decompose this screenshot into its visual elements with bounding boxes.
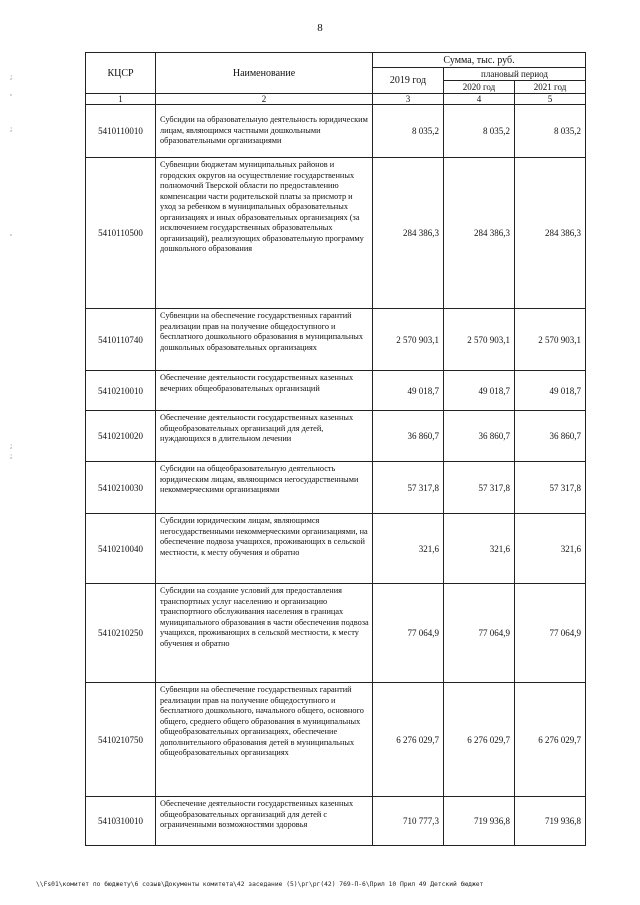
row-amount-2019: 6 276 029,7 [373,683,444,797]
row-amount-2020: 284 386,3 [444,158,515,309]
row-amount-2019: 284 386,3 [373,158,444,309]
row-name: Субвенции на обеспечение государственных гарантий реализации прав на получение общедоступного и бесплатного дошкольного, начального общего, основного общего, среднего общего образования в муниципальных общеобразовательных организациях, обеспечение дополнительного образования детей в муниципальных общеобразовательных организациях [156,683,373,797]
row-amount-2020: 57 317,8 [444,462,515,514]
row-amount-2021: 8 035,2 [515,105,586,158]
row-amount-2020: 36 860,7 [444,411,515,462]
header-year-2020: 2020 год [444,81,515,94]
row-amount-2019: 8 035,2 [373,105,444,158]
row-name: Субсидии на общеобразовательную деятельность юридическим лицам, являющимся негосударственными некоммерческими организациями [156,462,373,514]
row-code: 5410210030 [86,462,156,514]
table-row [86,158,586,309]
table-row [86,309,586,371]
margin-mark: ; [10,73,13,81]
header-name: Наименование [156,53,373,94]
row-name: Субсидии юридическим лицам, являющимся негосударственными некоммерческими организациями, на обеспечение подвоза учащихся, проживающих в сельской местности, к месту обучения и обратно [156,514,373,584]
margin-mark: ' [10,93,12,101]
row-amount-2021: 6 276 029,7 [515,683,586,797]
row-amount-2019: 710 777,3 [373,797,444,846]
row-code: 5410210020 [86,411,156,462]
row-code: 5410310010 [86,797,156,846]
margin-mark: ' [10,233,12,241]
margin-mark: ; [10,442,13,450]
table-row [86,105,586,158]
row-amount-2019: 36 860,7 [373,411,444,462]
row-amount-2019: 57 317,8 [373,462,444,514]
table-row [86,411,586,462]
row-amount-2021: 36 860,7 [515,411,586,462]
row-name: Субвенции на обеспечение государственных гарантий реализации прав на получение общедоступного и бесплатного дошкольного образования в муниципальных дошкольных образовательных организациях [156,309,373,371]
column-numbers-row [86,94,586,105]
row-name: Обеспечение деятельности государственных казенных вечерних общеобразовательных организаций [156,371,373,411]
row-amount-2020: 2 570 903,1 [444,309,515,371]
row-name: Субсидии на создание условий для предоставления транспортных услуг населению и организацию транспортного обслуживания населения в границах муниципального образования в части обеспечения подвоза учащихся, проживающих в сельской местности, к месту обучения и обратно [156,584,373,683]
row-amount-2019: 321,6 [373,514,444,584]
table-row [86,514,586,584]
row-name: Субсидии на образовательную деятельность юридическим лицам, являющимся частными дошкольными образовательными организациями [156,105,373,158]
margin-mark: ; [10,125,13,133]
header-year-2019: 2019 год [373,68,444,94]
row-code: 5410210040 [86,514,156,584]
row-code: 5410210010 [86,371,156,411]
column-number: 1 [86,94,156,105]
header-year-2021: 2021 год [515,81,586,94]
row-amount-2020: 719 936,8 [444,797,515,846]
row-amount-2020: 321,6 [444,514,515,584]
row-amount-2020: 8 035,2 [444,105,515,158]
budget-table [85,52,586,846]
header-row-1 [86,53,586,68]
row-amount-2019: 77 064,9 [373,584,444,683]
header-planning-period: плановый период [444,68,586,81]
row-amount-2020: 77 064,9 [444,584,515,683]
row-name: Обеспечение деятельности государственных казенных общеобразовательных организаций для детей с ограниченными возможностями здоровья [156,797,373,846]
row-amount-2020: 49 018,7 [444,371,515,411]
header-sum: Сумма, тыс. руб. [373,53,586,68]
table-row [86,371,586,411]
row-code: 5410210250 [86,584,156,683]
row-name: Субвенции бюджетам муниципальных районов и городских округов на осуществление государственных полномочий Тверской области по предоставлению компенсации части родительской платы за присмотр и уход за ребенком в муниципальных образовательных организациях и иных образовательных организациях (за исключением государственных образовательных организаций), реализующих образовательную программу дошкольного образования [156,158,373,309]
table-row [86,462,586,514]
table-row [86,797,586,846]
row-code: 5410210750 [86,683,156,797]
page-number: 8 [317,22,323,34]
row-amount-2021: 2 570 903,1 [515,309,586,371]
table-row [86,584,586,683]
row-amount-2019: 2 570 903,1 [373,309,444,371]
row-amount-2021: 284 386,3 [515,158,586,309]
row-amount-2020: 6 276 029,7 [444,683,515,797]
row-amount-2021: 57 317,8 [515,462,586,514]
row-code: 5410110010 [86,105,156,158]
header-code: КЦСР [86,53,156,94]
margin-mark: ; [10,452,13,460]
column-number: 4 [444,94,515,105]
row-code: 5410110500 [86,158,156,309]
row-amount-2021: 49 018,7 [515,371,586,411]
row-amount-2021: 321,6 [515,514,586,584]
row-amount-2021: 719 936,8 [515,797,586,846]
column-number: 2 [156,94,373,105]
row-amount-2021: 77 064,9 [515,584,586,683]
column-number: 5 [515,94,586,105]
row-amount-2019: 49 018,7 [373,371,444,411]
column-number: 3 [373,94,444,105]
row-name: Обеспечение деятельности государственных казенных общеобразовательных организаций для детей, нуждающихся в длительном лечении [156,411,373,462]
file-path-footer: \\Fs01\комитет по бюджету\6 созыв\Документы комитета\42 заседание (5)\рг\рг(42) 769-П-6\Прил 10 Прил 49 Детский бюджет [36,881,484,888]
row-code: 5410110740 [86,309,156,371]
table-row [86,683,586,797]
